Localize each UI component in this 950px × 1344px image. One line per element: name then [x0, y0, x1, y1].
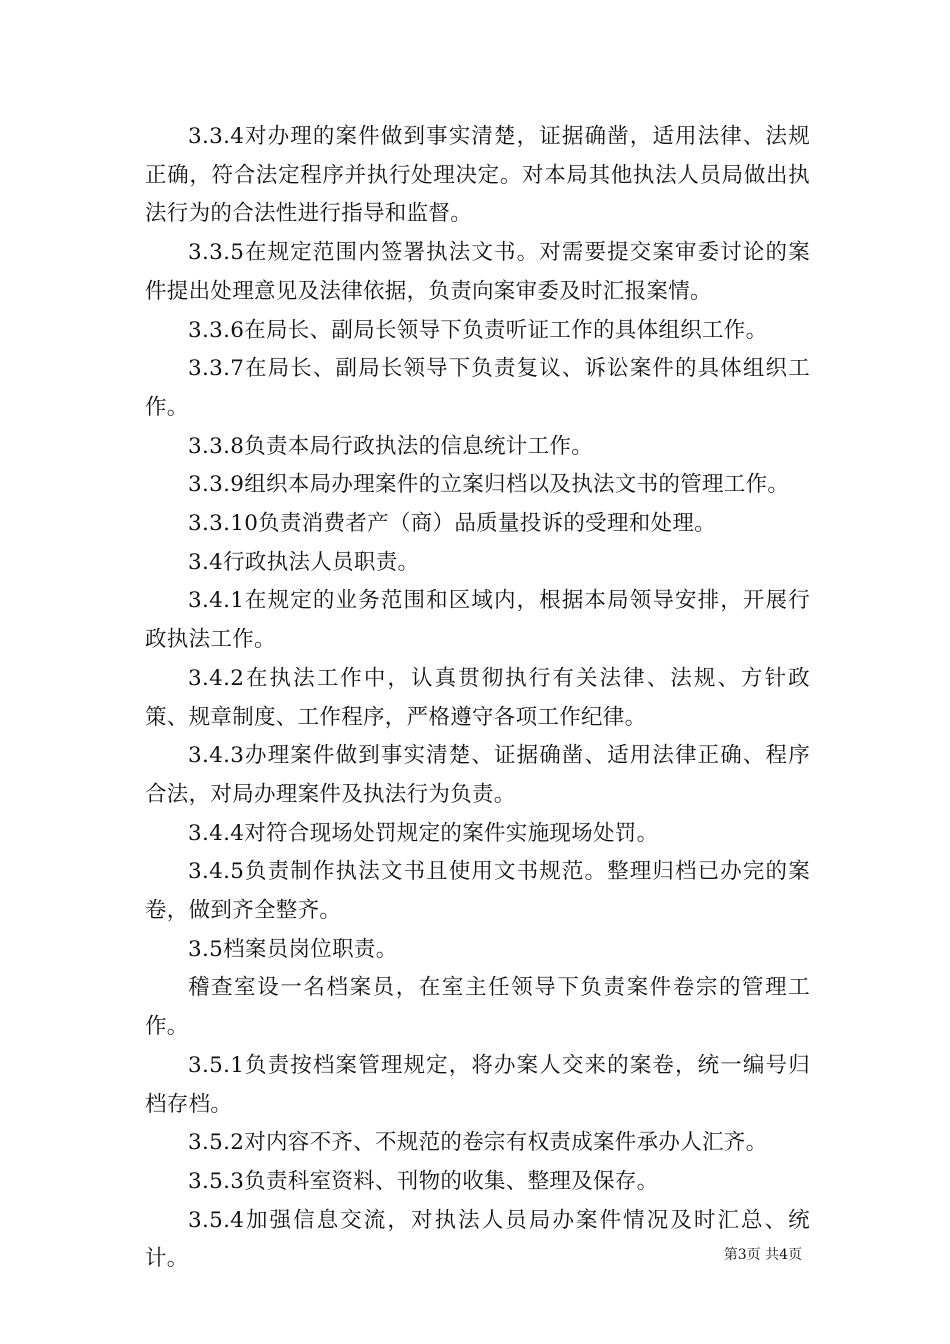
paragraph-3-4-2: 3.4.2在执法工作中，认真贯彻执行有关法律、法规、方针政策、规章制度、工作程序，严格遵守各项工作纪律。	[145, 665, 810, 730]
paragraph-3-4-4: 3.4.4对符合现场处罚规定的案件实施现场处罚。	[188, 820, 659, 846]
paragraph-archivist-intro: 稽查室设一名档案员，在室主任领导下负责案件卷宗的管理工作。	[145, 975, 810, 1040]
paragraph-3-5-4: 3.5.4加强信息交流，对执法人员局办案件情况及时汇总、统计。	[145, 1207, 810, 1272]
paragraph-3-5-1: 3.5.1负责按档案管理规定，将办案人交来的案卷，统一编号归档存档。	[145, 1052, 810, 1117]
paragraph-3-3-5: 3.3.5在规定范围内签署执法文书。对需要提交案审委讨论的案件提出处理意见及法律依据，负责向案审委及时汇报案情。	[145, 240, 810, 304]
paragraph-3-3-6: 3.3.6在局长、副局长领导下负责听证工作的具体组织工作。	[188, 317, 768, 343]
paragraph-3-3-10: 3.3.10负责消费者产（商）品质量投诉的受理和处理。	[188, 511, 716, 537]
page-number-footer: 第3页 共4页	[723, 1247, 802, 1263]
paragraph-3-4-1: 3.4.1在规定的业务范围和区域内，根据本局领导安排，开展行政执法工作。	[145, 588, 810, 653]
document-body	[145, 118, 810, 1279]
paragraph-3-4-3: 3.4.3办理案件做到事实清楚、证据确凿、适用法律正确、程序合法，对局办理案件及执法行为负责。	[145, 743, 810, 807]
paragraph-3-5-2: 3.5.2对内容不齐、不规范的卷宗有权责成案件承办人汇齐。	[188, 1130, 768, 1156]
section-heading-3-5: 3.5档案员岗位职责。	[188, 936, 398, 962]
paragraph-3-4-5: 3.4.5负责制作执法文书且使用文书规范。整理归档已办完的案卷，做到齐全整齐。	[145, 859, 810, 924]
section-heading-3-4: 3.4行政执法人员职责。	[188, 549, 420, 575]
paragraph-3-3-7: 3.3.7在局长、副局长领导下负责复议、诉讼案件的具体组织工作。	[145, 356, 810, 420]
paragraph-3-3-9: 3.3.9组织本局办理案件的立案归档以及执法文书的管理工作。	[188, 472, 790, 498]
paragraph-3-3-4: 3.3.4对办理的案件做到事实清楚，证据确凿，适用法律、法规正确，符合法定程序并执行处理决定。对本局其他执法人员局做出执法行为的合法性进行指导和监督。	[145, 124, 810, 227]
paragraph-3-3-8: 3.3.8负责本局行政执法的信息统计工作。	[188, 433, 594, 459]
paragraph-3-5-3: 3.5.3负责科室资料、刊物的收集、整理及保存。	[188, 1168, 659, 1194]
